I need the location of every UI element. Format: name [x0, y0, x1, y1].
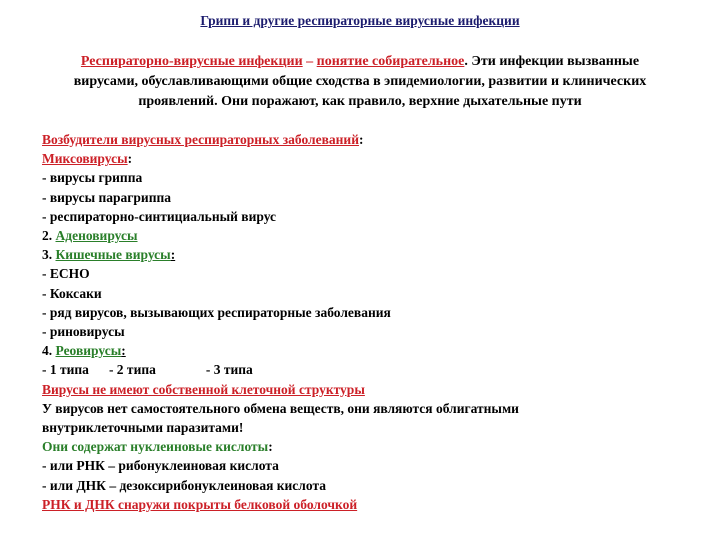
- reo-line: 4. Реовирусы:: [42, 343, 126, 359]
- virus-list: [42, 130, 702, 514]
- list-item: - вирусы гриппа: [42, 170, 143, 186]
- list-item: - или ДНК – дезоксирибонуклеиновая кислота: [42, 477, 326, 493]
- reo-type-1: - 1 типа: [42, 362, 89, 378]
- metabolism-line-2: внутриклеточными паразитами!: [42, 420, 244, 436]
- list-item: - Коксаки: [42, 285, 102, 301]
- reo-types-line: [42, 360, 702, 379]
- metabolism-line-1: У вирусов нет самостоятельного обмена веществ, они являются облигатными: [42, 400, 519, 416]
- nucleic-line: Они содержат нуклеиновые кислоты:: [42, 439, 273, 455]
- list-item: - ряд вирусов, вызывающих респираторные заболевания: [42, 304, 391, 320]
- intro-term: Респираторно-вирусные инфекции: [80, 54, 303, 69]
- intro-line-2: вирусами, обуславливающими общие сходства в эпидемиологии, развитии и клинических: [73, 74, 647, 89]
- intro-line-1: [20, 52, 700, 72]
- reo-number: 4.: [42, 343, 56, 359]
- page-title: Грипп и другие респираторные вирусные инфекции: [200, 13, 520, 28]
- coat-line: РНК и ДНК снаружи покрыты белковой оболочкой: [42, 496, 358, 512]
- entero-heading: Кишечные вирусы: [55, 247, 171, 263]
- list-item: - риновирусы: [42, 324, 125, 340]
- adeno-heading: Аденовирусы: [55, 228, 138, 244]
- list-item: - ЕСНО: [42, 266, 90, 282]
- pathogens-heading: Возбудители вирусных респираторных заболеваний: [42, 132, 359, 147]
- intro-rest-line-1: . Эти инфекции вызванные: [464, 54, 640, 69]
- no-structure-line: Вирусы не имеют собственной клеточной структуры: [42, 381, 365, 397]
- entero-line: 3. Кишечные вирусы:: [42, 247, 176, 263]
- intro-line-3: проявлений. Они поражают, как правило, верхние дыхательные пути: [138, 94, 582, 109]
- reo-type-2: - 2 типа: [108, 362, 156, 378]
- reo-type-3: - 3 типа: [205, 362, 253, 378]
- intro-concept: понятие собирательное: [316, 54, 465, 69]
- intro-dash: –: [302, 54, 317, 69]
- pathogens-heading-line: Возбудители вирусных респираторных заболеваний:: [42, 132, 364, 147]
- adeno-number: 2.: [42, 228, 56, 244]
- entero-number: 3.: [42, 247, 56, 263]
- myxo-heading-line: Миксовирусы:: [42, 151, 133, 167]
- list-item: - респираторно-синтициальный вирус: [42, 208, 277, 224]
- intro-paragraph: [20, 52, 700, 112]
- adeno-line: [42, 226, 702, 245]
- list-item: - вирусы парагриппа: [42, 189, 172, 205]
- myxo-heading: Миксовирусы: [42, 151, 128, 167]
- nucleic-heading: Они содержат нуклеиновые кислоты: [42, 439, 269, 455]
- list-item: - или РНК – рибонуклеиновая кислота: [42, 458, 279, 474]
- reo-heading: Реовирусы: [55, 343, 122, 359]
